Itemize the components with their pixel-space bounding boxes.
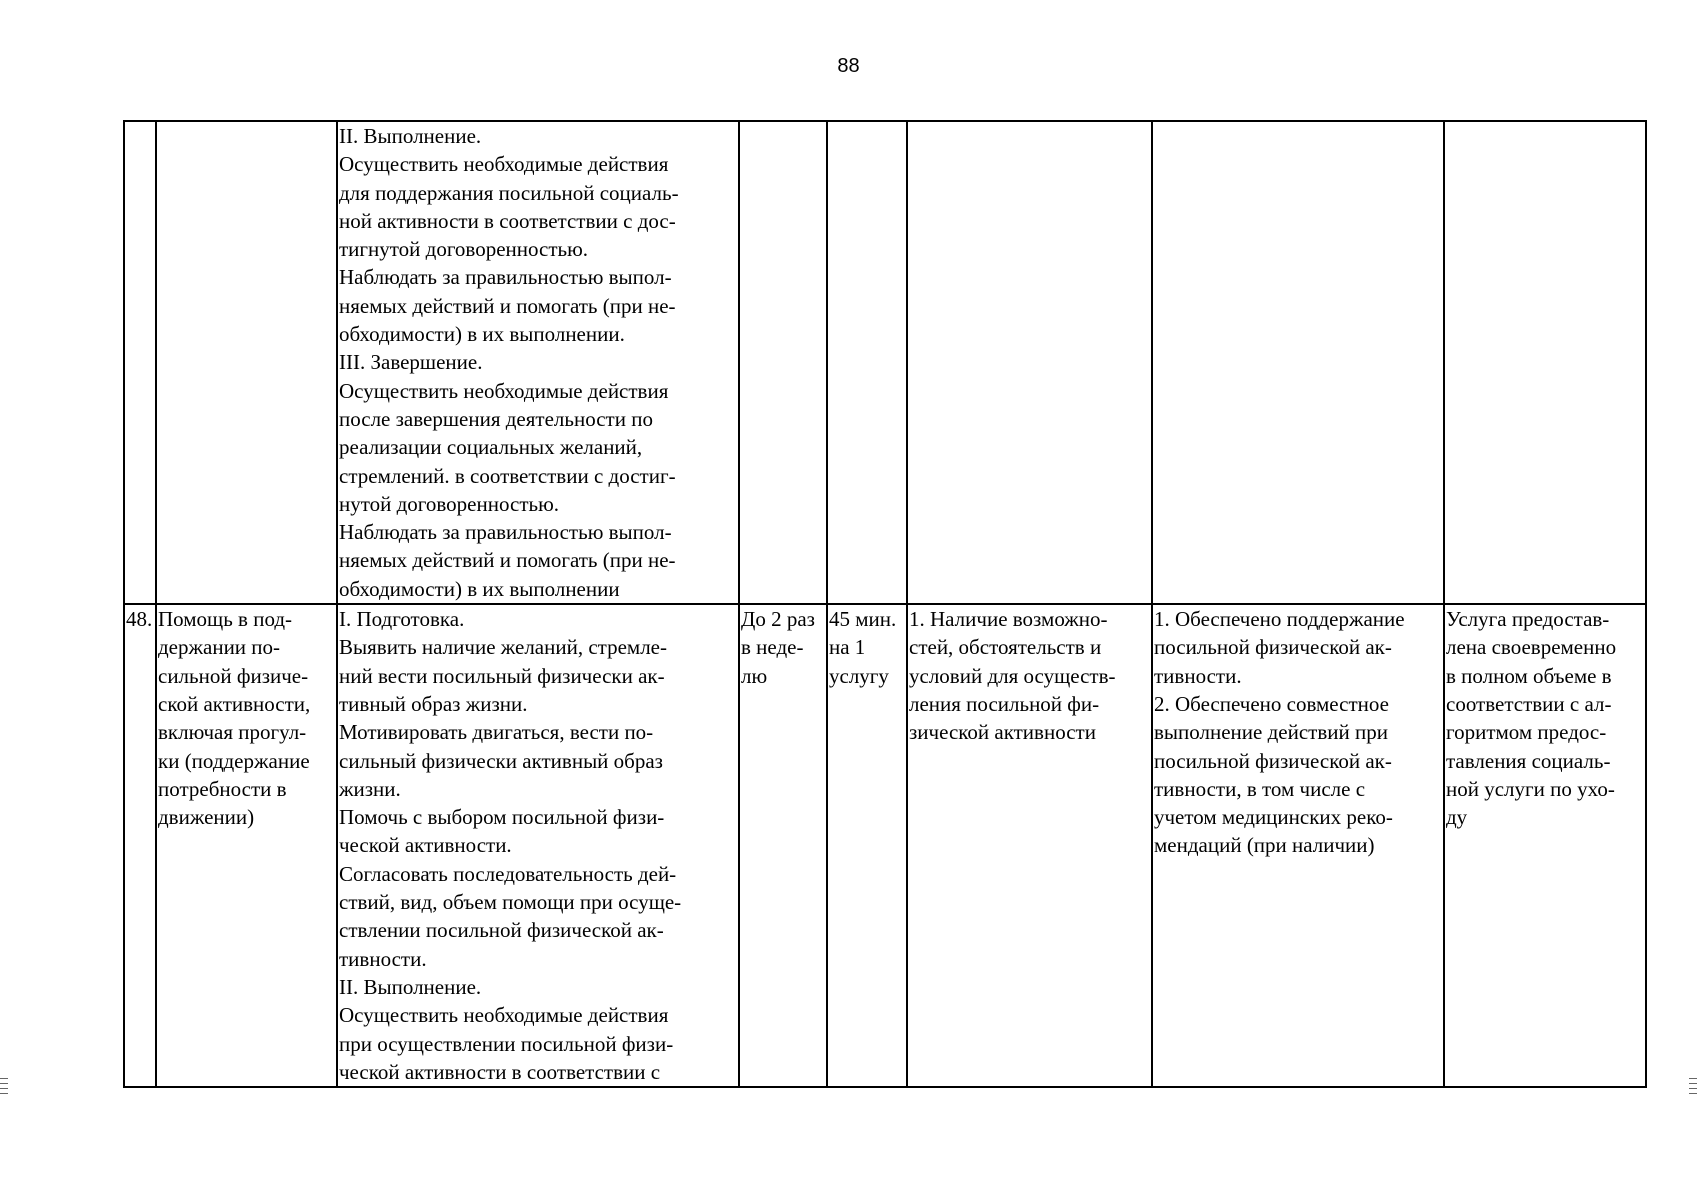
cell-text-line: ний вести посильный физически ак-: [339, 663, 665, 688]
cell-text-line: Помочь с выбором посильной физи-: [339, 805, 665, 830]
cell-algorithm: [337, 121, 739, 604]
cell-text-line: тавления социаль-: [1446, 748, 1611, 773]
cell-text-line: посильной физической ак-: [1154, 748, 1392, 773]
services-table: [123, 120, 1647, 1088]
cell-text-line: тивный образ жизни.: [339, 691, 528, 716]
cell-text-line: реализации социальных желаний,: [339, 435, 643, 460]
cell-text-line: выполнение действий при: [1154, 720, 1388, 745]
cell-text-line: ной услуги по ухо-: [1446, 776, 1615, 801]
cell-text-line: включая прогул-: [158, 720, 307, 745]
cell-text-line: Выявить наличие желаний, стремле-: [339, 635, 667, 660]
cell-text-line: жизни.: [339, 776, 401, 801]
cell-text-line: Осуществить необходимые действия: [339, 1003, 669, 1028]
cell-text-line: I. Подготовка.: [339, 607, 465, 632]
cell-text-line: в неде-: [741, 635, 804, 660]
cell-text-line: в полном объеме в: [1446, 663, 1612, 688]
table-row: [124, 121, 1646, 604]
cell-text-line: II. Выполнение.: [339, 974, 482, 999]
cell-text-line: ческой активности в соответствии с: [339, 1059, 661, 1084]
cell-text-line: при осуществлении посильной физи-: [339, 1031, 674, 1056]
cell-text-line: ской активности,: [158, 691, 311, 716]
cell-text-line: для поддержания посильной социаль-: [339, 180, 679, 205]
cell-text-line: 1. Обеспечено поддержание: [1154, 607, 1405, 632]
cell-duration: [827, 121, 907, 604]
cell-text-line: 45 мин.: [829, 607, 897, 632]
cell-text-line: тивности.: [339, 946, 427, 971]
cell-result: [1152, 604, 1444, 1087]
scan-edge-mark: [1689, 1078, 1697, 1079]
cell-service-name: [156, 604, 337, 1087]
cell-text-line: держании по-: [158, 635, 281, 660]
cell-text-line: нутой договоренностью.: [339, 491, 560, 516]
cell-text-line: мендаций (при наличии): [1154, 833, 1375, 858]
cell-text-line: До 2 раз: [741, 607, 815, 632]
cell-text-line: Согласовать последовательность дей-: [339, 861, 677, 886]
cell-text-line: ствий, вид, объем помощи при осуще-: [339, 890, 682, 915]
cell-evaluation: [1444, 604, 1646, 1087]
cell-text-line: обходимости) в их выполнении.: [339, 322, 625, 347]
cell-text-line: ду: [1446, 805, 1468, 830]
cell-text-line: няемых действий и помогать (при не-: [339, 548, 676, 573]
cell-text-line: ческой активности.: [339, 833, 512, 858]
cell-text-line: тивности, в том числе с: [1154, 776, 1366, 801]
cell-text-line: стремлений. в соответствии с достиг-: [339, 463, 676, 488]
cell-text-line: обходимости) в их выполнении: [339, 576, 620, 601]
cell-text-line: горитмом предос-: [1446, 720, 1607, 745]
cell-frequency: [739, 604, 827, 1087]
cell-text-line: ствлении посильной физической ак-: [339, 918, 664, 943]
cell-text-line: ления посильной фи-: [909, 691, 1100, 716]
cell-text-line: ной активности в соответствии с дос-: [339, 208, 676, 233]
cell-text-line: потребности в: [158, 776, 287, 801]
cell-evaluation: [1444, 121, 1646, 604]
scan-edge-mark: [1689, 1088, 1697, 1089]
cell-text-line: на 1: [829, 635, 866, 660]
page-number: 88: [837, 55, 860, 77]
cell-text-line: ки (поддержание: [158, 748, 310, 773]
table-row: [124, 604, 1646, 1087]
scan-edge-mark: [0, 1083, 8, 1084]
cell-text-line: тигнутой договоренностью.: [339, 237, 589, 262]
cell-text-line: Наблюдать за правильностью выпол-: [339, 520, 672, 545]
cell-text-line: 1. Наличие возможно-: [909, 607, 1108, 632]
cell-text-line: няемых действий и помогать (при не-: [339, 293, 676, 318]
cell-text-line: движении): [158, 805, 255, 830]
scan-edge-mark: [0, 1078, 8, 1079]
row-number: 48.: [126, 607, 153, 632]
scan-edge-mark: [0, 1088, 8, 1089]
cell-text-line: тивности.: [1154, 663, 1242, 688]
cell-text-line: Помощь в под-: [158, 607, 293, 632]
cell-number: [124, 121, 156, 604]
cell-text-line: Мотивировать двигаться, вести по-: [339, 720, 654, 745]
cell-conditions: [907, 121, 1152, 604]
cell-text-line: посильной физической ак-: [1154, 635, 1392, 660]
cell-text-line: лю: [741, 663, 768, 688]
cell-text-line: зической активности: [909, 720, 1096, 745]
cell-conditions: [907, 604, 1152, 1087]
cell-text-line: учетом медицинских реко-: [1154, 805, 1393, 830]
cell-frequency: [739, 121, 827, 604]
cell-algorithm: [337, 604, 739, 1087]
cell-text-line: Осуществить необходимые действия: [339, 378, 669, 403]
cell-text-line: сильной физиче-: [158, 663, 309, 688]
table-body: [124, 121, 1646, 1087]
cell-duration: [827, 604, 907, 1087]
cell-text-line: 2. Обеспечено совместное: [1154, 691, 1389, 716]
cell-text-line: Осуществить необходимые действия: [339, 152, 669, 177]
scan-edge-mark: [1689, 1083, 1697, 1084]
cell-text-line: услугу: [829, 663, 889, 688]
cell-text-line: условий для осуществ-: [909, 663, 1116, 688]
cell-text-line: II. Выполнение.: [339, 124, 482, 148]
cell-service-name: [156, 121, 337, 604]
cell-text-line: сильный физически активный образ: [339, 748, 663, 773]
cell-number: [124, 604, 156, 1087]
cell-text-line: стей, обстоятельств и: [909, 635, 1102, 660]
scan-edge-mark: [1689, 1093, 1697, 1094]
cell-text-line: лена своевременно: [1446, 635, 1617, 660]
cell-result: [1152, 121, 1444, 604]
cell-text-line: соответствии с ал-: [1446, 691, 1612, 716]
scan-edge-mark: [0, 1093, 8, 1094]
cell-text-line: III. Завершение.: [339, 350, 483, 375]
cell-text-line: Наблюдать за правильностью выпол-: [339, 265, 672, 290]
cell-text-line: Услуга предостав-: [1446, 607, 1610, 632]
cell-text-line: после завершения деятельности по: [339, 406, 653, 431]
